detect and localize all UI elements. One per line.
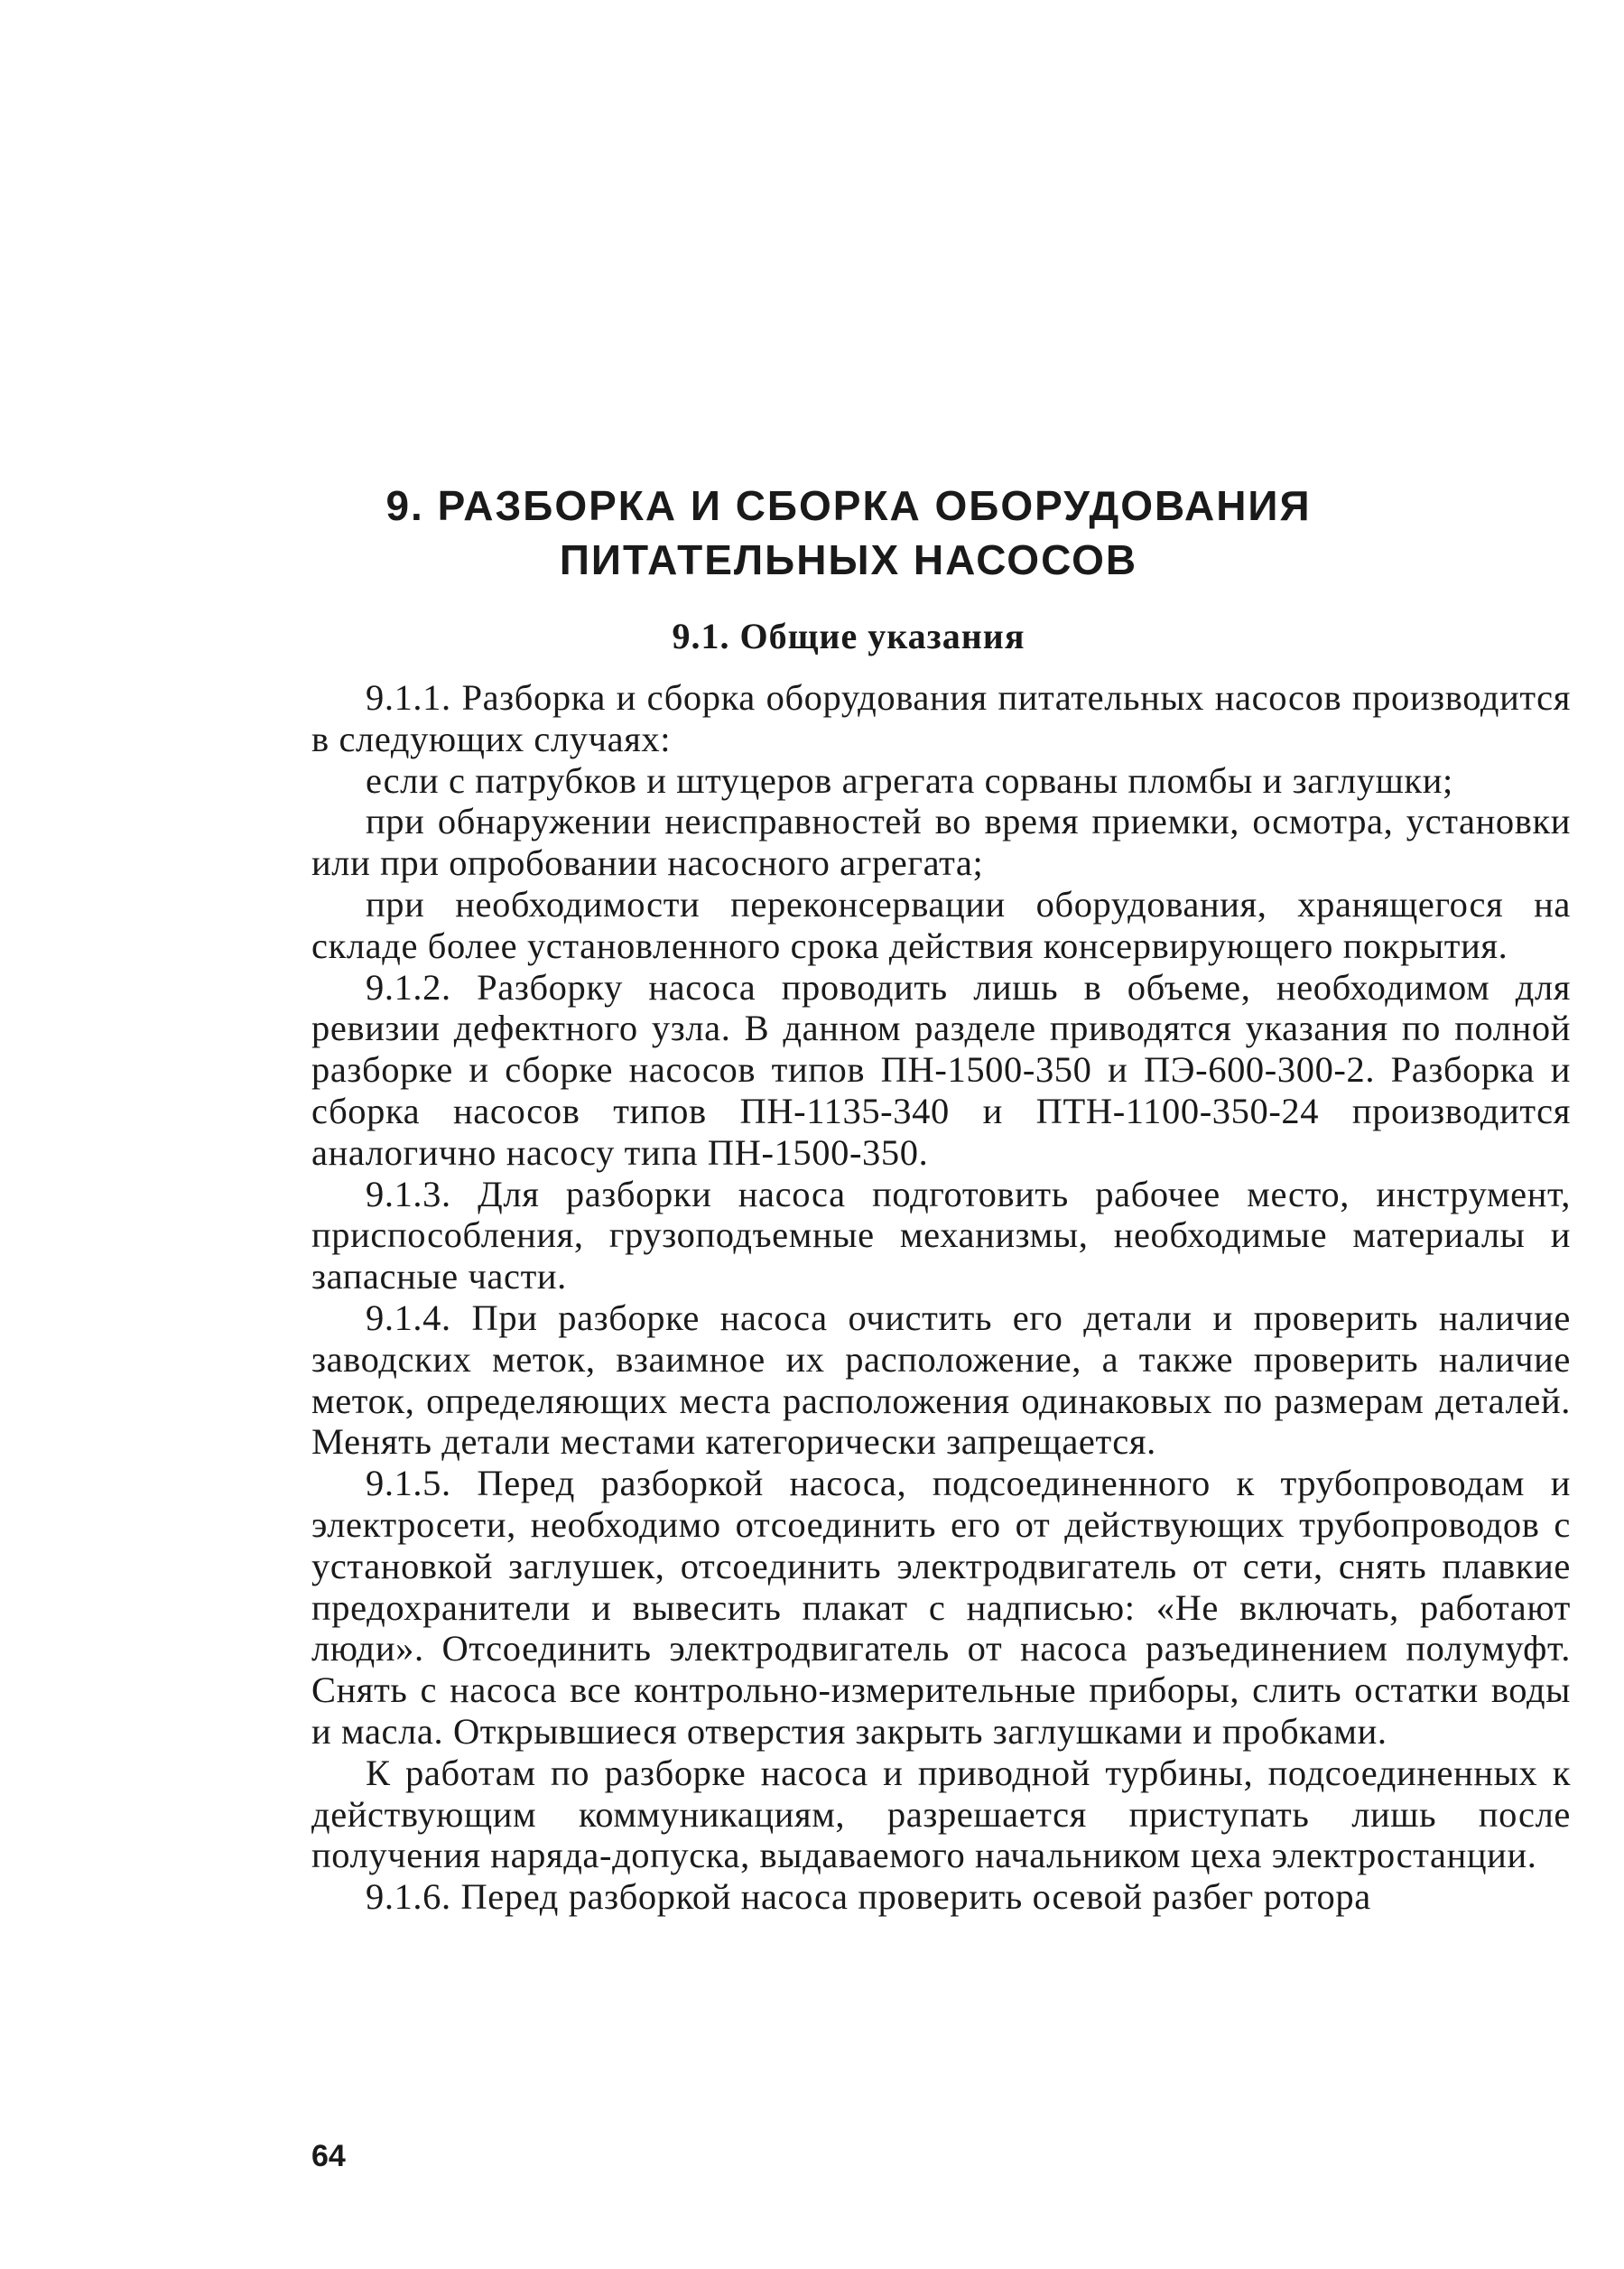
paragraph-9-1-2: 9.1.2. Разборку насоса проводить лишь в объеме, необходимом для ревизии дефектного узла. В данном разделе приводятся указания по полной разборке и сборке насосов типов ПН-1500-350 и ПЭ-600-300-2. Разборка и сборка насосов типов ПН-1135-340 и ПТН-1100-350-24 производится аналогично насосу типа ПН-1500-350.: [311, 966, 1571, 1173]
paragraph-9-1-1: 9.1.1. Разборка и сборка оборудования питательных насосов производится в следующих случаях:: [311, 677, 1571, 759]
paragraph-9-1-5: 9.1.5. Перед разборкой насоса, подсоединенного к трубопроводам и электросети, необходимо отсоединить его от действующих трубопроводов с установкой заглушек, отсоединить электродвигатель от сети, снять плавкие предохранители и вывесить плакат с надписью: «Не включать, работают люди». Отсоединить электродвигатель от насоса разъединением полумуфт. Снять с насоса все контрольно-измерительные приборы, слить остатки воды и масла. Открывшиеся отверстия закрыть заглушками и пробками.: [311, 1463, 1571, 1752]
chapter-title-line-1: 9. РАЗБОРКА И СБОРКА ОБОРУДОВАНИЯ: [385, 482, 1312, 529]
section-title: 9.1. Общие указания: [672, 616, 1025, 656]
page-number: 64: [311, 2139, 346, 2173]
chapter-title-line-2: ПИТАТЕЛЬНЫХ НАСОСОВ: [559, 536, 1138, 583]
paragraph-case-reconservation: при необходимости переконсервации оборудования, хранящегося на складе более установленного срока действия консервирующего покрытия.: [311, 883, 1571, 966]
paragraph-work-permit: К работам по разборке насоса и приводной турбины, подсоединенных к действующим коммуникациям, разрешается приступать лишь после получения наряда-допуска, выдаваемого начальником цеха электростанции.: [311, 1752, 1571, 1876]
chapter-title: [307, 479, 1390, 587]
body-text: [311, 677, 1571, 1918]
paragraph-case-seals: если с патрубков и штуцеров агрегата сорваны пломбы и заглушки;: [366, 759, 1453, 801]
paragraph-9-1-4: 9.1.4. При разборке насоса очистить его детали и проверить наличие заводских меток, взаимное их расположение, а также проверить наличие меток, определяющих места расположения одинаковых по размерам деталей. Менять детали местами категорически запрещается.: [311, 1297, 1571, 1463]
paragraph-9-1-6: 9.1.6. Перед разборкой насоса проверить осевой разбег ротора: [366, 1876, 1371, 1918]
paragraph-9-1-3: 9.1.3. Для разборки насоса подготовить рабочее место, инструмент, приспособления, грузоподъемные механизмы, необходимые материалы и запасные части.: [311, 1173, 1571, 1297]
paragraph-case-faults: при обнаружении неисправностей во время приемки, осмотра, установки или при опробовании насосного агрегата;: [311, 801, 1571, 884]
